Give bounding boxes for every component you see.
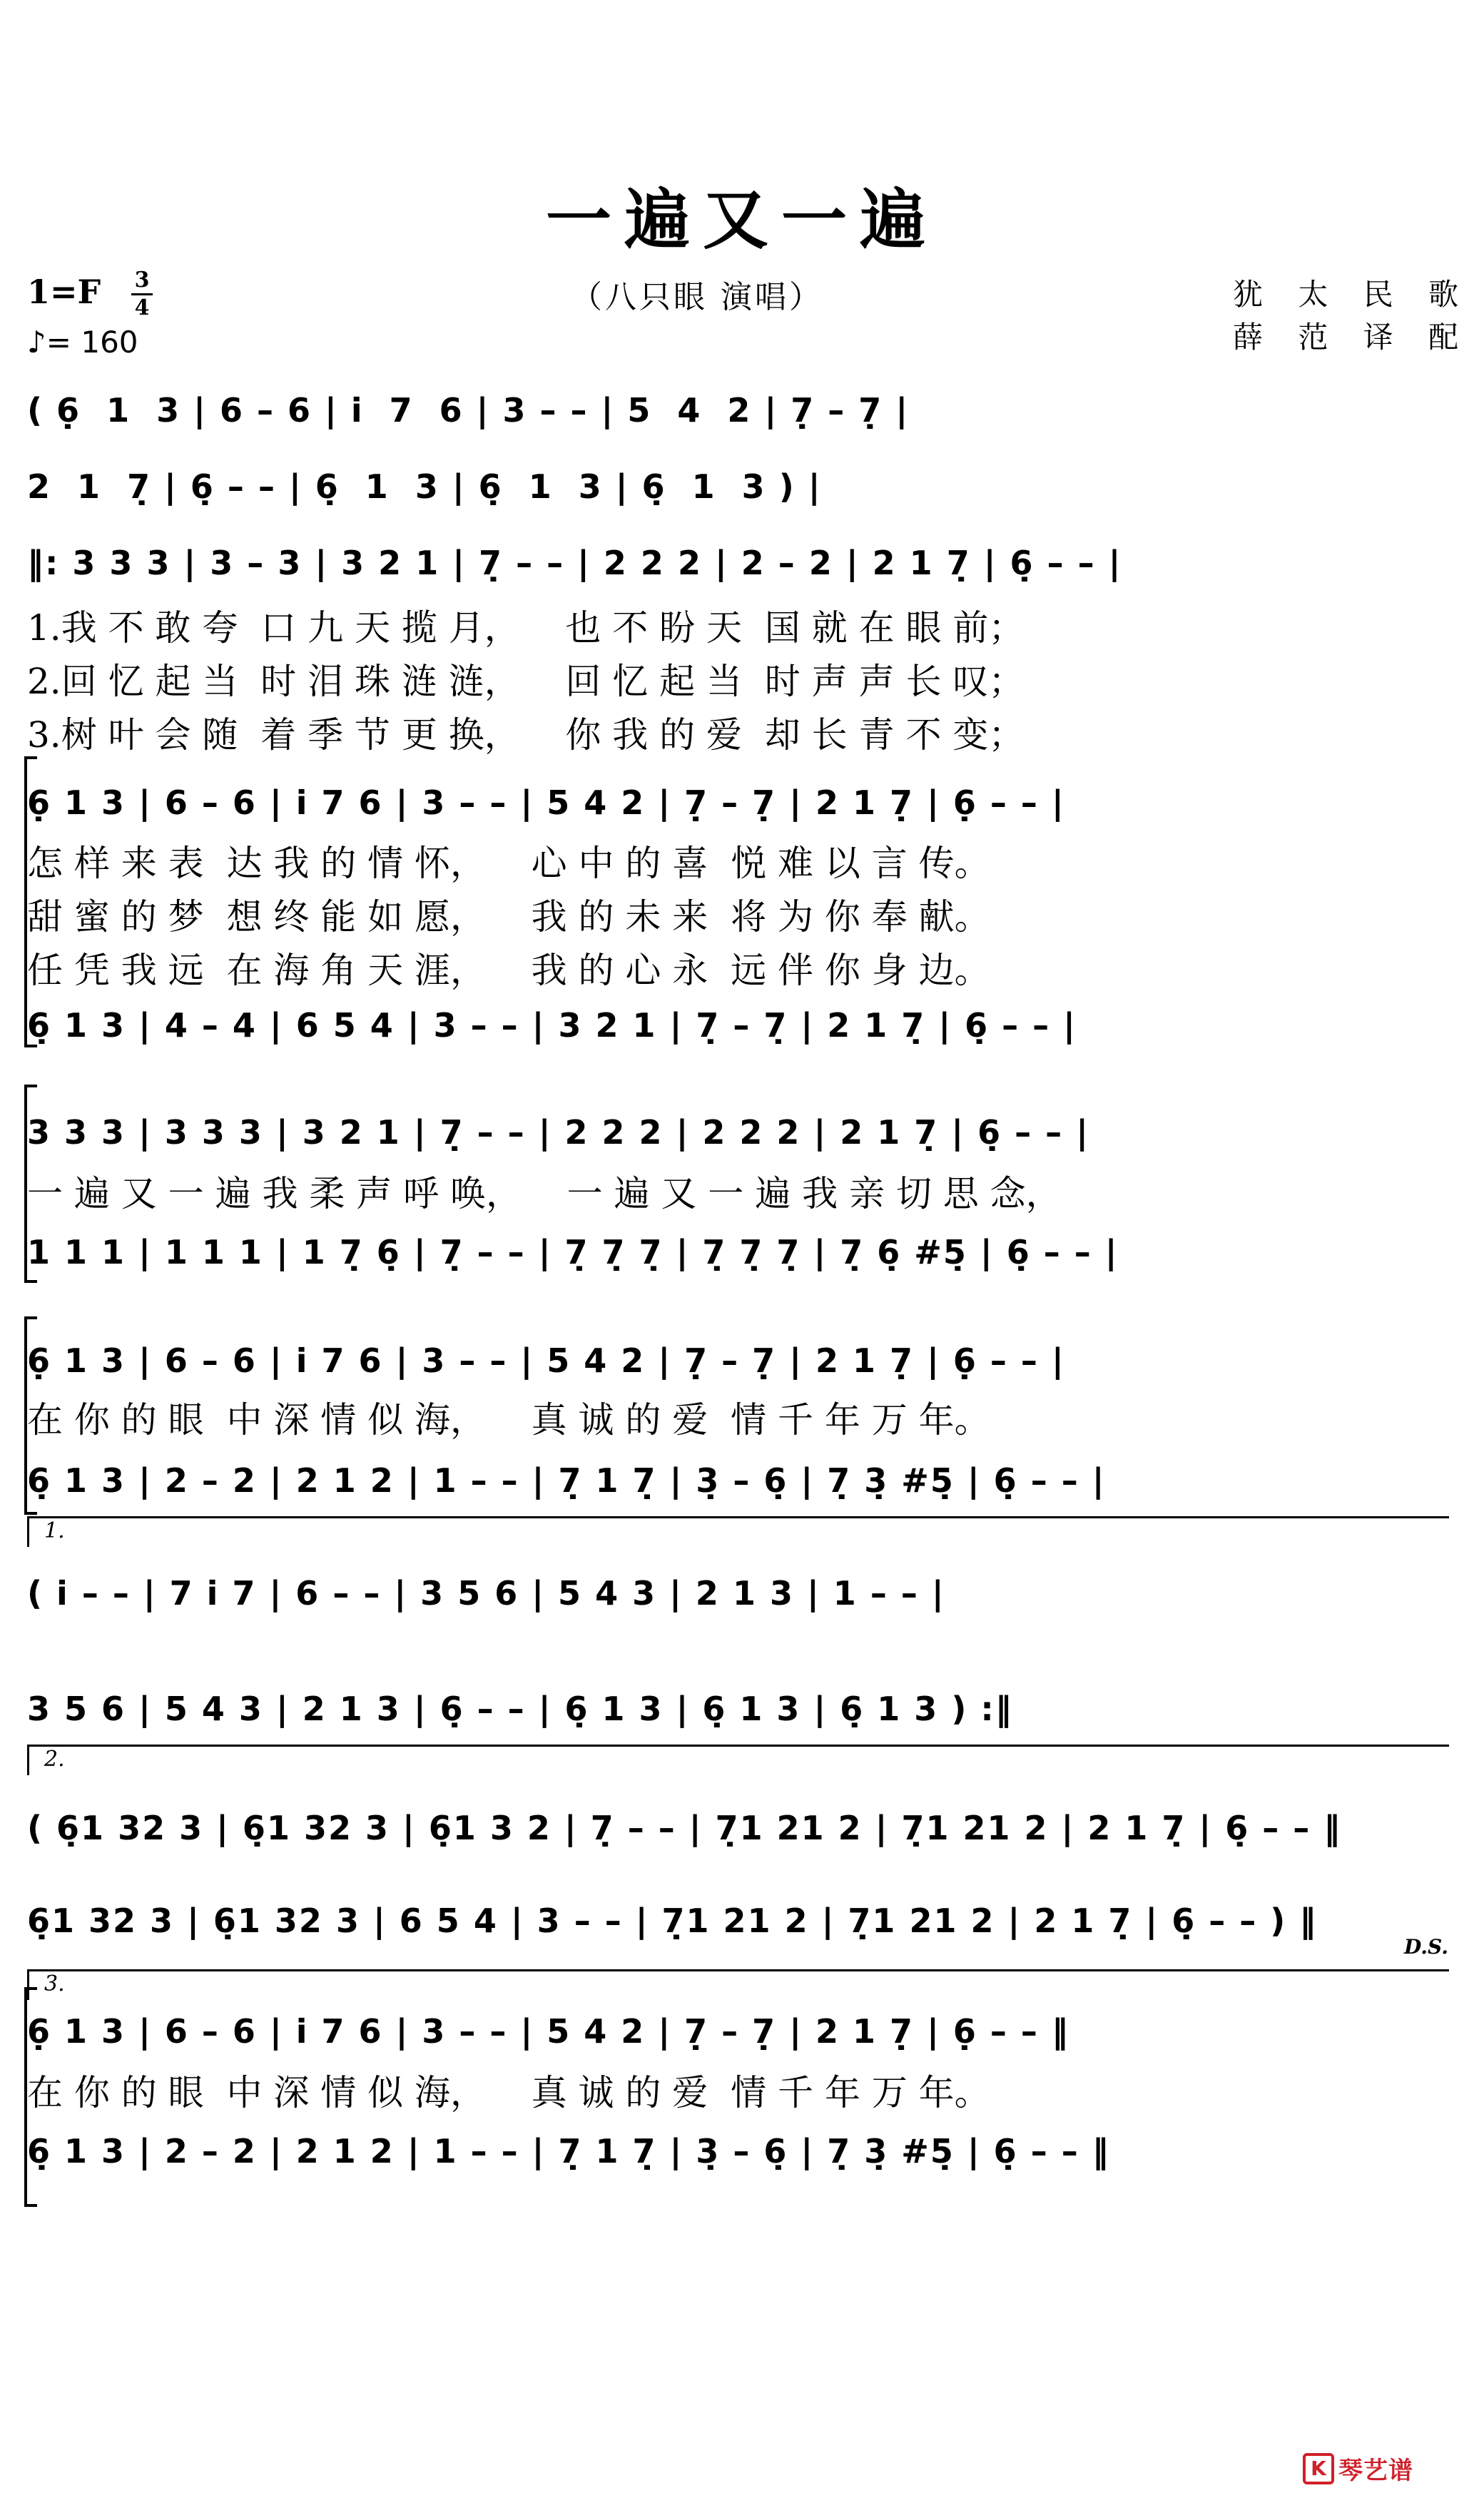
notation-row: 6̣1 32 3 | 6̣1 32 3 | 6 5 4 | 3 – – | 7̣1 21 2 | 7̣1 21 2 | 2 1 7̣ | 6̣ – – ) ‖ (27, 1902, 1318, 1940)
volta-bracket (27, 1516, 1449, 1547)
notation-row: ( 6̣ 1 3 | 6 – 6 | i̇ 7 6 | 3 – – | 5 4 2 | 7̣ – 7̣ | (27, 391, 910, 430)
lyric-row: 在 你 的 眼 中 深 情 似 海， 真 诚 的 爱 情 千 年 万 年。 (27, 2072, 990, 2113)
notation-row: ‖: 3 3 3 | 3 – 3 | 3 2 1 | 7̣ – – | 2 2 2 | 2 – 2 | 2 1 7̣ | 6̣ – – | (27, 544, 1122, 582)
translator-credit: 薛 范 译 配 (1233, 320, 1472, 355)
lyric-row: 1.我 不 敢 夸 口 九 天 揽 月， 也 不 盼 天 国 就 在 眼 前； (27, 607, 1025, 649)
page-title: 一遍又一遍 (545, 181, 938, 258)
notation-row: 6̣ 1 3 | 4 – 4 | 6 5 4 | 3 – – | 3 2 1 | 7̣ – 7̣ | 2 1 7̣ | 6̣ – – | (27, 1006, 1077, 1045)
notation-row: 3 5 6 | 5 4 3 | 2 1 3 | 6̣ – – | 6̣ 1 3 | 6̣ 1 3 | 6̣ 1 3 ) :‖ (27, 1690, 1013, 1728)
meter-bottom: 4 (134, 295, 150, 320)
notation-row: ( 6̣1 32 3 | 6̣1 32 3 | 6̣1 3 2 | 7̣ – – | 7̣1 21 2 | 7̣1 21 2 | 2 1 7̣ | 6̣ – – ‖ (27, 1809, 1342, 1847)
lyric-row: 2.回 忆 起 当 时 泪 珠 涟 涟， 回 忆 起 当 时 声 声 长 叹； (27, 661, 1025, 702)
origin-credit: 犹 太 民 歌 (1233, 277, 1472, 312)
notation-row: 6̣ 1 3 | 6 – 6 | i̇ 7 6 | 3 – – | 5 4 2 | 7̣ – 7̣ | 2 1 7̣ | 6̣ – – | (27, 783, 1065, 822)
logo-icon: K (1303, 2453, 1334, 2484)
tempo-marking: ♪= 160 (27, 325, 138, 360)
volta-label: 1. (44, 1518, 65, 1543)
notation-row: 1 1 1 | 1 1 1 | 1 7̣ 6̣ | 7̣ – – | 7̣ 7̣ 7̣ | 7̣ 7̣ 7̣ | 7̣ 6̣ #5̣ | 6̣ – – | (27, 1233, 1119, 1271)
time-signature (131, 268, 153, 320)
volta-bracket (27, 1969, 1449, 2000)
dal-segno-mark: D.S. (1404, 1935, 1449, 1959)
meter-top: 3 (134, 268, 150, 293)
notation-row: 6̣ 1 3 | 6 – 6 | i̇ 7 6 | 3 – – | 5 4 2 | 7̣ – 7̣ | 2 1 7̣ | 6̣ – – ‖ (27, 2012, 1069, 2051)
key-signature: 1=F (27, 273, 101, 311)
publisher-logo (1303, 2451, 1413, 2486)
notation-row: 6̣ 1 3 | 2 – 2 | 2 1 2 | 1 – – | 7̣ 1 7̣ | 3̣ – 6̣ | 7̣ 3̣ #5̣ | 6̣ – – | (27, 1461, 1106, 1500)
notation-row: ( i̇ – – | 7 i̇ 7 | 6 – – | 3 5 6 | 5 4 3 | 2 1 3 | 1 – – | (27, 1574, 945, 1613)
logo-text: 琴艺谱 (1338, 2457, 1413, 2485)
notation-row: 6̣ 1 3 | 2 – 2 | 2 1 2 | 1 – – | 7̣ 1 7̣ | 3̣ – 6̣ | 7̣ 3̣ #5̣ | 6̣ – – ‖ (27, 2132, 1110, 2171)
volta-bracket (27, 1745, 1449, 1775)
lyric-row: 任 凭 我 远 在 海 角 天 涯， 我 的 心 永 远 伴 你 身 边。 (27, 950, 990, 991)
notation-row: 6̣ 1 3 | 6 – 6 | i̇ 7 6 | 3 – – | 5 4 2 | 7̣ – 7̣ | 2 1 7̣ | 6̣ – – | (27, 1341, 1065, 1380)
lyric-row: 一 遍 又 一 遍 我 柔 声 呼 唤， 一 遍 又 一 遍 我 亲 切 思 念， (27, 1173, 1062, 1214)
volta-label: 3. (44, 1971, 65, 1996)
volta-label: 2. (44, 1747, 65, 1772)
performer-credit: （八只眼 演唱） (571, 279, 823, 315)
notation-row: 3 3 3 | 3 3 3 | 3 2 1 | 7̣ – – | 2 2 2 | 2 2 2 | 2 1 7̣ | 6̣ – – | (27, 1113, 1089, 1152)
lyric-row: 怎 样 来 表 达 我 的 情 怀， 心 中 的 喜 悦 难 以 言 传。 (27, 843, 990, 884)
lyric-row: 甜 蜜 的 梦 想 终 能 如 愿， 我 的 未 来 将 为 你 奉 献。 (27, 896, 990, 938)
notation-row: 2 1 7̣ | 6̣ – – | 6̣ 1 3 | 6̣ 1 3 | 6̣ 1 3 ) | (27, 467, 822, 506)
lyric-row: 在 你 的 眼 中 深 情 似 海， 真 诚 的 爱 情 千 年 万 年。 (27, 1399, 990, 1441)
lyric-row: 3.树 叶 会 随 着 季 节 更 换， 你 我 的 爱 却 长 青 不 变； (27, 714, 1025, 756)
